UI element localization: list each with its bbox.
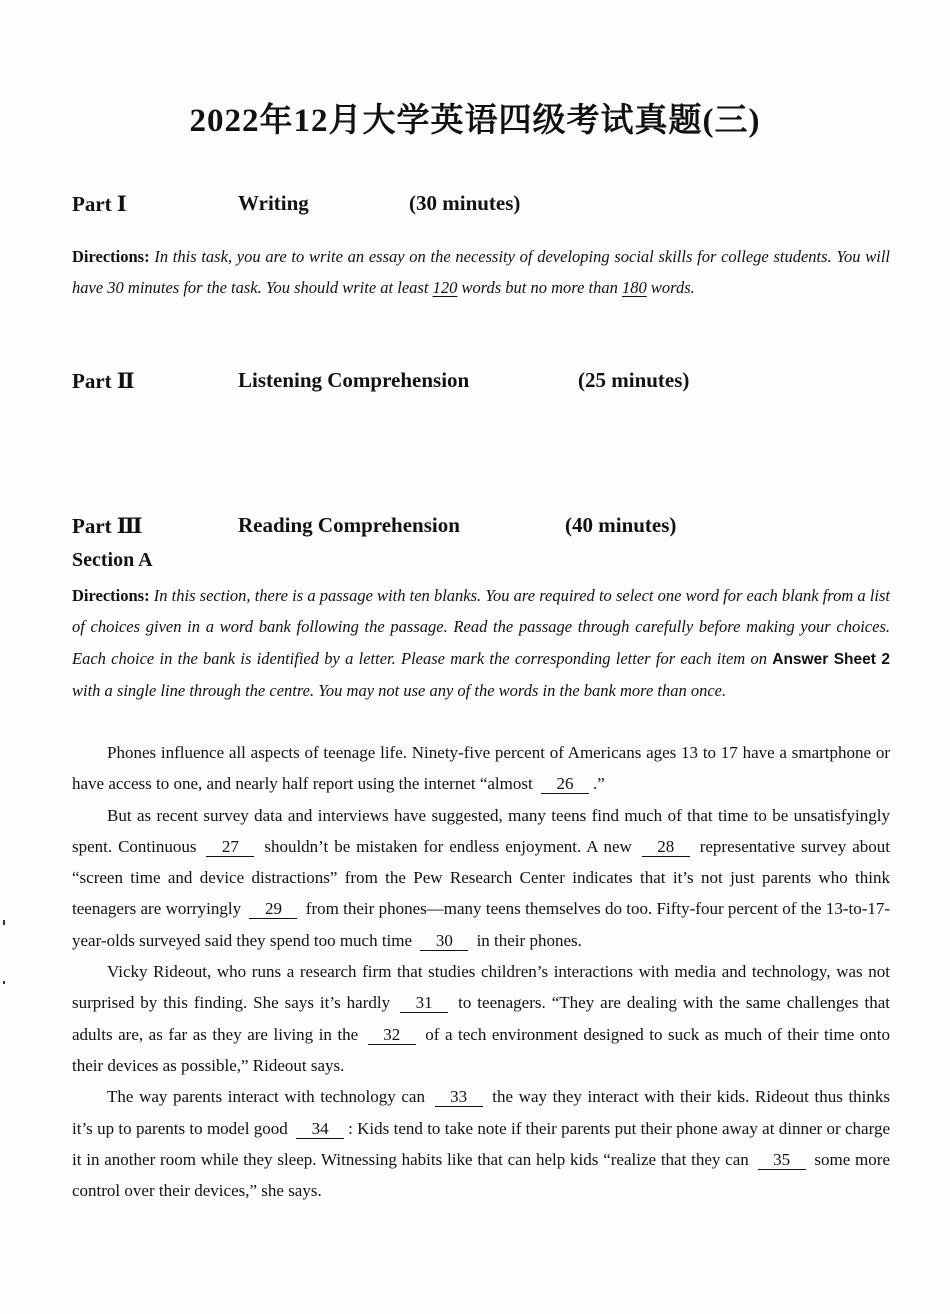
directions-label: Directions:	[72, 586, 150, 605]
max-words: 180	[622, 278, 647, 298]
passage-text: Phones influence all aspects of teenage life. Ninety-five percent of Americans ages 13 to 17 have a smartphone or have access to one, and nearly half report using the internet “almost	[72, 743, 890, 794]
passage-text: from their phones—many teens themselves do too. Fifty-four percent of the 13-to-17-year-olds surveyed said they spend too much time	[72, 899, 891, 950]
blank-26: 26	[541, 775, 589, 794]
part-label: Part Ⅱ	[72, 369, 135, 393]
part-time: (40 minutes)	[565, 513, 677, 537]
blank-33: 33	[435, 1088, 483, 1107]
min-words: 120	[432, 278, 458, 298]
part-label: Part Ⅰ	[72, 192, 127, 216]
writing-directions	[72, 241, 890, 304]
passage-paragraph-3	[72, 956, 890, 1081]
blank-31: 31	[400, 994, 448, 1013]
part-name: Writing	[238, 191, 309, 215]
directions-text: words but no more than	[457, 278, 623, 298]
page-title: 2022年12月大学英语四级考试真题(三)	[189, 103, 761, 139]
scan-margin-mark	[3, 981, 5, 984]
answer-sheet-label: Answer Sheet 2	[772, 650, 890, 668]
passage-text: The way parents interact with technology can	[107, 1087, 425, 1107]
passage-text: shouldn’t be mistaken for endless enjoyment. A new	[264, 836, 632, 856]
passage-text: representative survey about “screen time and device distractions” from the Pew Research Center indicates that it’s not just parents who think teenagers are worryingly	[72, 836, 890, 919]
directions-text: In this section, there is a passage with ten blanks. You are required to select one word for each blank from a list of choices given in a word bank following the passage. Read the passage through carefully before making your choices. Each choice in the bank is identified by a letter. Please mark the corresponding letter for each item on	[72, 586, 890, 668]
blank-35: 35	[758, 1151, 806, 1170]
passage-text: some more control over their devices,” she says.	[72, 1149, 890, 1201]
scan-margin-mark	[3, 920, 5, 925]
passage-text: .”	[592, 774, 605, 794]
directions-text: In this task, you are to write an essay on the necessity of developing social skills for college students. You will have 30 minutes for the task. You should write at least	[72, 247, 891, 298]
part-name: Reading Comprehension	[238, 513, 460, 537]
part-name: Listening Comprehension	[238, 368, 470, 392]
part-label: Part Ⅲ	[72, 514, 143, 538]
directions-text: with a single line through the centre. You may not use any of the words in the bank more than once.	[72, 680, 727, 700]
blank-28: 28	[642, 838, 690, 857]
reading-directions	[72, 580, 890, 706]
passage-text: of a tech environment designed to suck as much of their time onto their devices as possible,” Rideout says.	[72, 1024, 891, 1075]
directions-label: Directions:	[72, 247, 150, 266]
part-time: (30 minutes)	[409, 191, 521, 215]
passage-text: But as recent survey data and interviews have suggested, many teens find much of that time to be unsatisfyingly spent. Continuous	[72, 805, 890, 856]
passage-paragraph-2	[72, 800, 890, 956]
directions-text: words.	[646, 278, 695, 298]
passage-text: Vicky Rideout, who runs a research firm that studies children’s interactions with media and technology, was not surprised by this finding. She says it’s hardly	[72, 962, 890, 1013]
part-time: (25 minutes)	[578, 368, 690, 392]
blank-27: 27	[206, 838, 254, 857]
passage-text: to teenagers. “They are dealing with the same challenges that adults are, as far as they are living in the	[72, 993, 891, 1044]
passage-paragraph-4	[72, 1081, 890, 1206]
blank-29: 29	[249, 900, 297, 919]
passage-text: : Kids tend to take note if their parents put their phone away at dinner or charge it in another room while they sleep. Witnessing habits like that can help kids “realize that they can	[72, 1118, 890, 1169]
blank-34: 34	[296, 1120, 344, 1139]
section-a-heading: Section A	[72, 549, 153, 571]
blank-30: 30	[420, 932, 468, 951]
blank-32: 32	[368, 1026, 416, 1045]
passage-text: the way they interact with their kids. Rideout thus thinks it’s up to parents to model good	[72, 1087, 891, 1138]
passage-paragraph-1	[72, 737, 890, 800]
passage-text: in their phones.	[476, 930, 582, 950]
reading-passage	[72, 737, 890, 1206]
